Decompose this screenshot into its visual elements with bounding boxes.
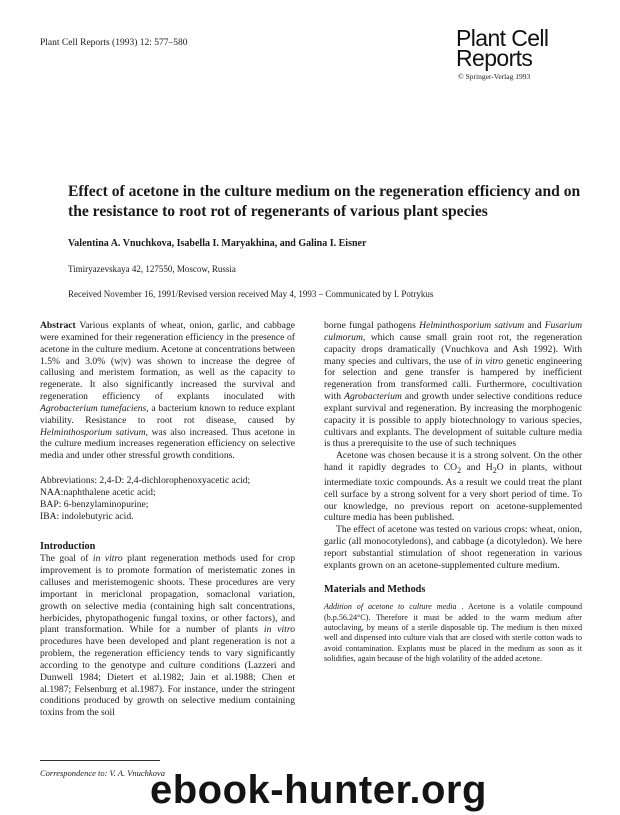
methods-heading: Materials and Methods — [324, 583, 426, 595]
abbreviation-line: BAP: 6-benzylaminopurine; — [40, 498, 149, 510]
abbreviation-line: Abbreviations: 2,4-D: 2,4-dichlorophenoxyacetic acid; — [40, 475, 251, 487]
abbreviation-line: NAA:naphthalene acetic acid; — [40, 486, 156, 498]
intro-heading: Introduction — [40, 540, 96, 552]
abbreviations — [40, 475, 295, 522]
footnote-divider — [40, 760, 160, 761]
author-address: Timiryazevskaya 42, 127550, Moscow, Russia — [68, 264, 236, 274]
crops-paragraph: The effect of acetone was tested on various crops: wheat, onion, garlic (all monocotyledons), and cabbage (a dicotyledon). We here report substantial stimulation of shoot regeneration in various explants grown on an acetone-supplemented culture medium. — [324, 524, 582, 571]
right-column — [324, 320, 582, 664]
correspondence-note: Correspondence to: V. A. Vnuchkova — [40, 768, 165, 778]
abstract — [40, 320, 295, 462]
abstract-label: Abstract — [40, 320, 76, 331]
logo-line-2: Reports — [456, 45, 533, 71]
abstract-text: Various explants of wheat, onion, garlic, and cabbage were examined for their regeneration efficiency in the presence of acetone in the culture medium. Acetone at concentrations between 1.5% and 3.0% (w|v) was shown to increase the degree of callusing and meristem formation, as well as the capacity to regenerate. It also significantly increased the survival and regeneration efficiency of explants inoculated with — [40, 320, 295, 403]
abstract-species: Agrobacterium tumefaciens — [40, 402, 147, 414]
paper-title: Effect of acetone in the culture medium on the regeneration efficiency and on the resistance to root rot of regenerants of various plant species — [68, 183, 581, 220]
intro-continued-paragraph: borne fungal pathogens Helminthosporium sativum and Fusarium culmorum, which cause small grain root rot, the regeneration capacity drops dramatically (Vnuchkova and Ash 1992). With many species and cultivars, the use of in vitro genetic engineering for selection and gene transfer is hampered by inefficient regeneration from transformed calli. Furthermore, cocultivation with Agrobacterium and growth under selective conditions reduce explant survival and regeneration. By increasing the morphogenic capacity it is possible to apply biotechnology to various species, cultivars and explants. The development of suitable culture media is thus a prerequisite to the use of such techniques — [324, 320, 582, 450]
author-list: Valentina A. Vnuchkova, Isabella I. Maryakhina, and Galina I. Eisner — [68, 238, 367, 249]
journal-logo — [456, 25, 596, 81]
abstract-species: Helminthosporium sativum — [40, 426, 146, 438]
logo-line-1: Plant Cell — [456, 25, 549, 51]
abstract-text: , a bacterium known to reduce explant viability. Resistance to root rot disease, caused by — [40, 402, 295, 426]
received-dates: Received November 16, 1991/Revised version received May 4, 1993 – Communicated by I. Potrykus — [68, 289, 434, 299]
logo-copyright: © Springer-Verlag 1993 — [458, 72, 531, 81]
journal-citation: Plant Cell Reports (1993) 12: 577–580 — [40, 38, 188, 48]
acetone-paragraph: Acetone was chosen because it is a strong solvent. On the other hand it rapidly degrades to $CO_2$ and $H_2O$ in plants, without intermediate toxic compounds. As a result we could treat the plant cell surface by a strong solvent for a very short period of time. To our knowledge, no previous report on acetone-supplemented culture media has been published. — [324, 450, 583, 524]
abstract-text: , was also increased. Thus acetone in the culture medium increases regeneration efficiency on selective media and under other stressful growth conditions. — [40, 426, 295, 462]
intro-paragraph: The goal of in vitro plant regeneration methods used for crop improvement is to promote formation of meristematic zones in calluses and meristemogenic shoots. These procedures are very important in mericlonal propagation, somaclonal variation, growth on selective media (containing high salt concentrations, herbicides, phytopathogenic fungal toxins, or other factors), and plant transformation. While for a number of plants in vitro procedures have been developed and plant regeneration is not a problem, the regeneration efficiency tends to vary significantly according to the genotype and culture conditions (Lazzeri and Dunwell 1984; Dietert et al.1982; Jain et al.1988; Chen et al.1987; Felsenburg et al.1987). For instance, under the stringent conditions produced by growth on selective medium containing toxins from the soil — [40, 553, 296, 719]
methods-paragraph: Addition of acetone to culture media . Acetone is a volatile compound (b.p.56.24°C). Therefore it must be added to the warm medium after autoclaving, by means of a sterile disposable tip. The medium is then mixed well and dispensed into culture vials that are closed with sterile cotton wads to avoid contamination. Explants must be placed in the medium as soon as it solidifies, again because of the high volatility of the added acetone. — [324, 602, 582, 663]
left-column — [40, 320, 295, 719]
watermark: ebook-hunter.org — [150, 768, 487, 812]
abbreviation-line: IBA: indolebutyric acid. — [40, 510, 134, 522]
methods-subheading: Addition of acetone to culture media — [324, 602, 457, 612]
